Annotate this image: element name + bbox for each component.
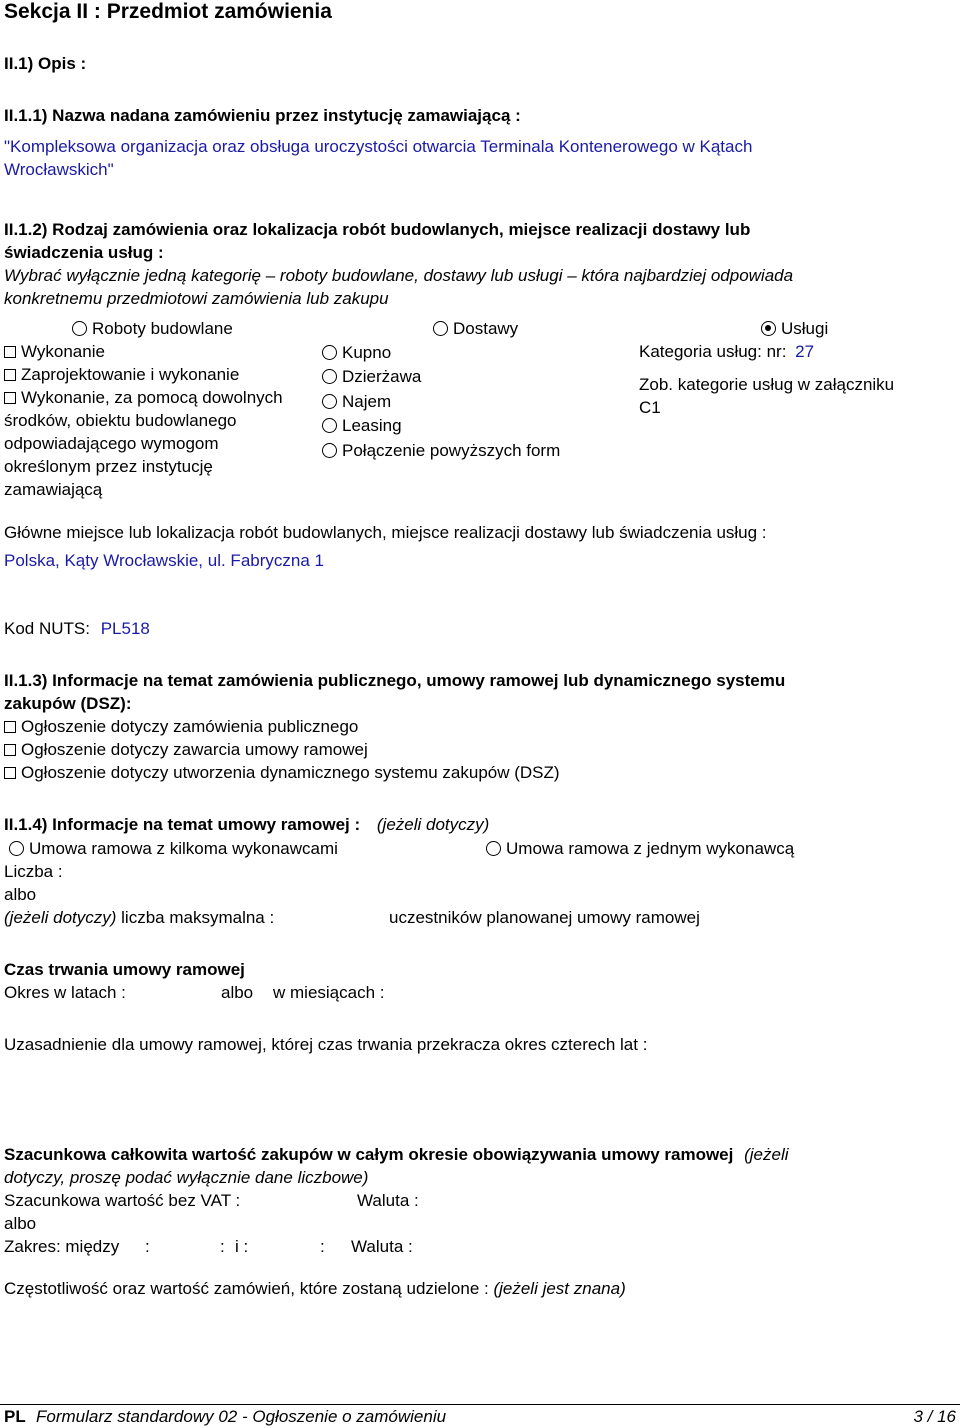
subsection-heading-2-1-2-line1: II.1.2) Rodzaj zamówienia oraz lokalizacja robót budowlanych, miejsce realizacji dostawy lub [4,220,751,239]
category-services-radio[interactable] [761,318,828,340]
nuts-code [4,618,150,640]
footer-lang: PL [4,1407,26,1426]
subsection-heading-2-1-3-line2: zakupów (DSZ): [4,694,132,713]
category-supplies-label: Dostawy [453,319,519,338]
services-category-value: 27 [795,342,815,361]
max-note: (jeżeli dotyczy) [4,908,117,927]
value-note-part1: (jeżeli [744,1145,789,1164]
category-services-label: Usługi [781,319,829,338]
frequency-note: (jeżeli jest znana) [493,1279,626,1298]
heading-note: (jeżeli dotyczy) [376,815,490,834]
location-value: Polska, Kąty Wrocławskie, ul. Fabryczna 1 [4,551,324,570]
framework-single-radio[interactable] [486,838,794,860]
supplies-option-label: Dzierżawa [342,367,422,386]
services-category-label: Kategoria usług: nr: [639,342,787,361]
works-option-any-means-line5: zamawiającą [4,480,103,499]
participants-label: uczestników planowanej umowy ramowej [389,908,700,927]
currency-label: Waluta : [357,1191,419,1210]
checkbox-icon [4,744,16,756]
framework-option-label: Umowa ramowa z jednym wykonawcą [506,839,795,858]
location-label: Główne miejsce lub lokalizacja robót budowlanych, miejsce realizacji dostawy lub świadczenia usług : [4,523,767,542]
supplies-option-label: Najem [342,392,392,411]
supplies-option-label: Połączenie powyższych form [342,441,561,460]
nuts-value: PL518 [100,619,150,638]
framework-multi-radio[interactable] [9,838,338,860]
category-works-label: Roboty budowlane [92,319,233,338]
justification-label: Uzasadnienie dla umowy ramowej, której czas trwania przekracza okres czterech lat : [4,1035,648,1054]
value-note-line2: dotyczy, proszę podać wyłącznie dane liczbowe) [4,1168,369,1187]
estimated-value-label: Szacunkowa wartość bez VAT : [4,1191,241,1210]
range-colon-2: : [220,1237,225,1256]
max-count [4,907,274,929]
subsection-heading-2-1: II.1) Opis : [4,54,87,73]
contract-title-line1: "Kompleksowa organizacja oraz obsługa uroczystości otwarcia Terminala Kontenerowego w Kątach [4,137,753,156]
max-label: liczba maksymalna : [121,908,275,927]
instruction-line1: Wybrać wyłącznie jedną kategorię – roboty budowlane, dostawy lub usługi – która najbardziej odpowiada [4,266,794,285]
radio-unchecked-icon [322,369,337,384]
works-option-any-means[interactable] [4,387,283,409]
services-category [639,341,814,363]
supplies-option-lease[interactable] [322,366,421,388]
range-label: Zakres: między [4,1237,120,1256]
radio-unchecked-icon [72,321,87,336]
radio-unchecked-icon [322,418,337,433]
checkbox-icon [4,721,16,733]
supplies-option-combination[interactable] [322,440,560,462]
duration-months-label: w miesiącach : [273,983,385,1002]
heading-text: II.1.4) Informacje na temat umowy ramowej : [4,815,361,834]
section-title: Sekcja II : Przedmiot zamówienia [4,0,332,23]
notice-option-label: Ogłoszenie dotyczy utworzenia dynamicznego systemu zakupów (DSZ) [21,763,560,782]
notice-option-label: Ogłoszenie dotyczy zawarcia umowy ramowej [21,740,368,759]
subsection-heading-2-1-2-line2: świadczenia usług : [4,243,164,262]
notice-option-label: Ogłoszenie dotyczy zamówienia publicznego [21,717,359,736]
notice-public-contract-checkbox[interactable] [4,716,358,738]
radio-unchecked-icon [486,841,501,856]
works-option-label: Wykonanie [21,342,105,361]
radio-checked-icon [761,321,776,336]
footer-page-number: 3 / 16 [913,1407,956,1426]
services-note-line1: Zob. kategorie usług w załączniku [639,375,895,394]
value-heading-text: Szacunkowa całkowita wartość zakupów w całym okresie obowiązywania umowy ramowej [4,1145,734,1164]
range-currency-label: Waluta : [351,1237,413,1256]
category-works-radio[interactable] [72,318,233,340]
subsection-heading-2-1-3-line1: II.1.3) Informacje na temat zamówienia publicznego, umowy ramowej lub dynamicznego systemu [4,671,786,690]
works-option-any-means-line4: określonym przez instytucję [4,457,213,476]
radio-unchecked-icon [9,841,24,856]
subsection-heading-2-1-1: II.1.1) Nazwa nadana zamówieniu przez instytucję zamawiającą : [4,106,521,125]
supplies-option-purchase[interactable] [322,342,391,364]
footer-divider [0,1404,960,1405]
value-heading-line1 [4,1144,789,1166]
range-colon-1: : [145,1237,150,1256]
count-label: Liczba : [4,862,63,881]
radio-unchecked-icon [322,443,337,458]
subsection-heading-2-1-4 [4,814,489,836]
radio-unchecked-icon [322,394,337,409]
radio-unchecked-icon [433,321,448,336]
supplies-option-label: Leasing [342,416,402,435]
supplies-option-leasing[interactable] [322,415,402,437]
checkbox-icon [4,346,16,358]
category-supplies-radio[interactable] [433,318,518,340]
value-or-label: albo [4,1214,37,1233]
checkbox-icon [4,767,16,779]
duration-heading: Czas trwania umowy ramowej [4,960,245,979]
nuts-label: Kod NUTS: [4,619,90,638]
framework-option-label: Umowa ramowa z kilkoma wykonawcami [29,839,338,858]
services-note-line2: C1 [639,398,661,417]
supplies-option-label: Kupno [342,343,392,362]
checkbox-icon [4,369,16,381]
works-option-design-execution[interactable] [4,364,239,386]
range-and-label: i : [235,1237,249,1256]
works-option-label: Wykonanie, za pomocą dowolnych [21,388,283,407]
frequency-label: Częstotliwość oraz wartość zamówień, które zostaną udzielone : [4,1279,489,1298]
notice-framework-checkbox[interactable] [4,739,368,761]
duration-or-label: albo [221,983,254,1002]
works-option-execution[interactable] [4,341,105,363]
notice-dps-checkbox[interactable] [4,762,560,784]
range-colon-3: : [320,1237,325,1256]
footer-form-name: Formularz standardowy 02 - Ogłoszenie o zamówieniu [36,1407,447,1426]
duration-years-label: Okres w latach : [4,983,126,1002]
or-label: albo [4,885,37,904]
contract-title-line2: Wrocławskich" [4,160,114,179]
instruction-line2: konkretnemu przedmiotowi zamówienia lub zakupu [4,289,389,308]
works-option-any-means-line3: odpowiadającego wymogom [4,434,219,453]
supplies-option-rental[interactable] [322,391,391,413]
works-option-any-means-line2: środków, obiektu budowlanego [4,411,237,430]
frequency-line [4,1278,626,1300]
checkbox-icon [4,392,16,404]
works-option-label: Zaprojektowanie i wykonanie [21,365,240,384]
radio-unchecked-icon [322,345,337,360]
